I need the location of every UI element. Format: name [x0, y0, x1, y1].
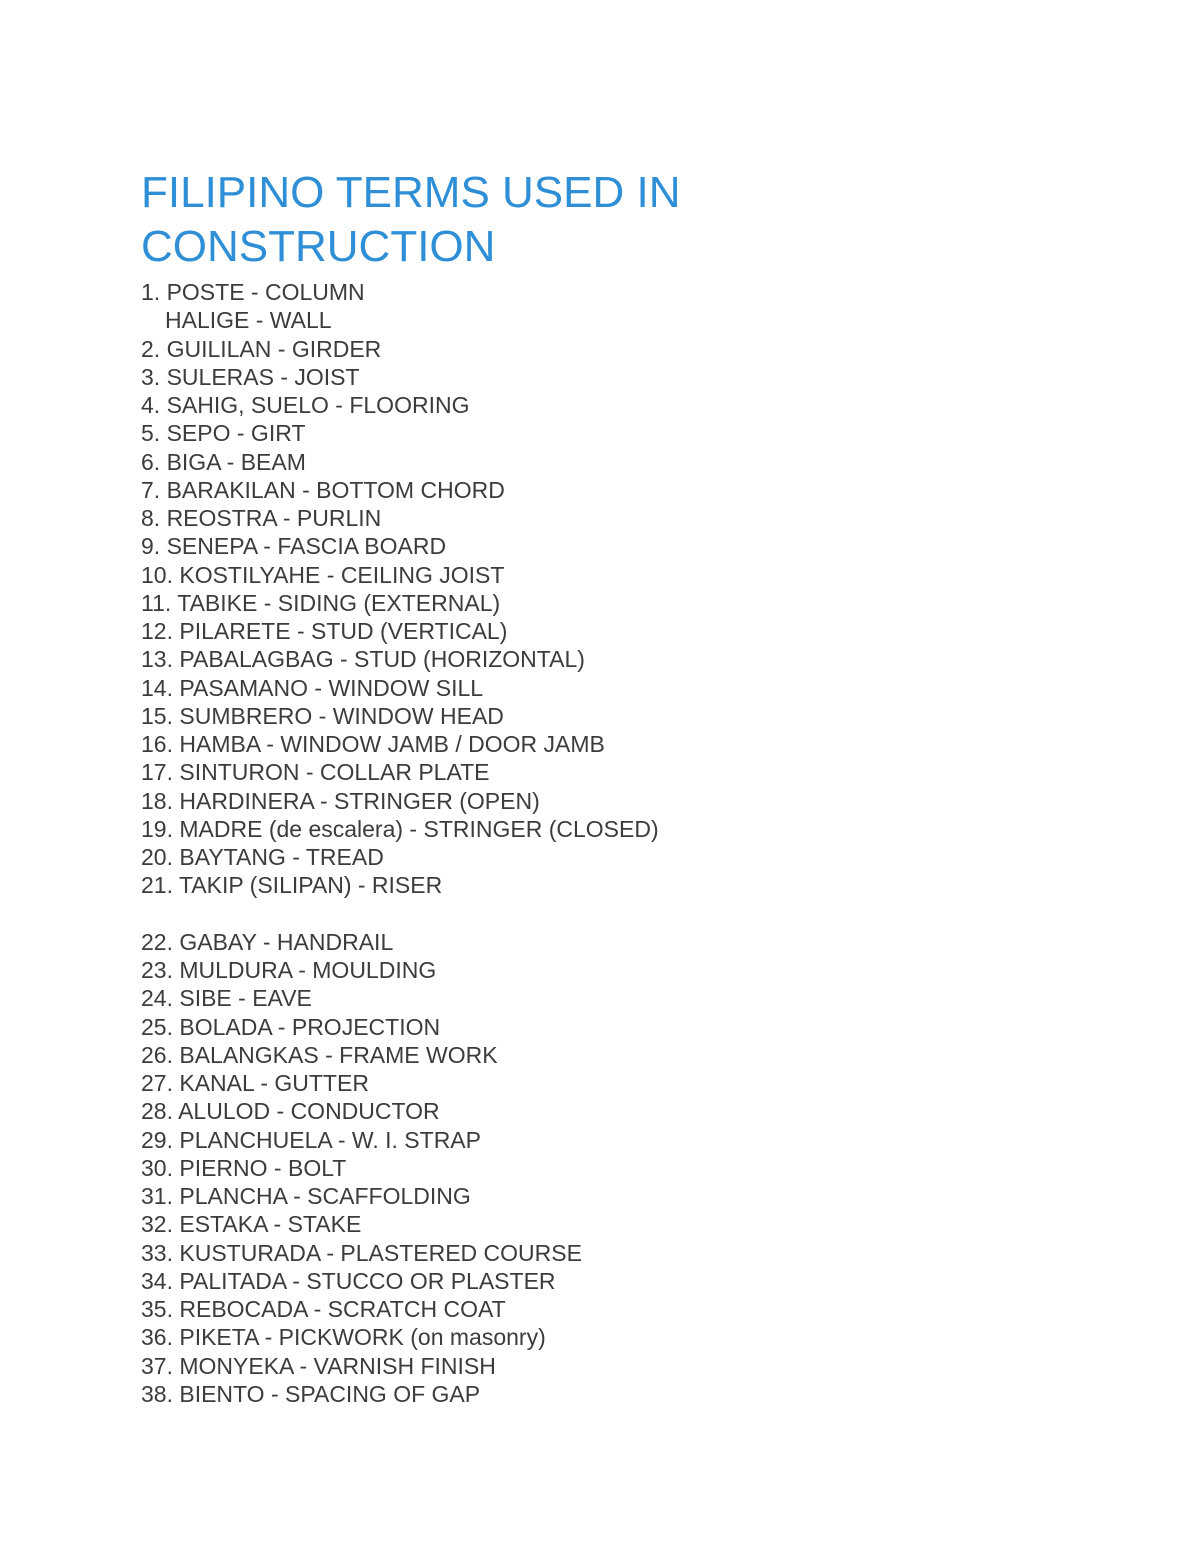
list-item: 36. PIKETA - PICKWORK (on masonry)	[141, 1324, 546, 1351]
list-item: 14. PASAMANO - WINDOW SILL	[141, 674, 484, 701]
list-item: 25. BOLADA - PROJECTION	[141, 1013, 441, 1040]
list-item: 33. KUSTURADA - PLASTERED COURSE	[141, 1239, 582, 1266]
list-item: 17. SINTURON - COLLAR PLATE	[141, 759, 490, 786]
list-item: 3. SULERAS - JOIST	[141, 363, 360, 390]
list-item: 4. SAHIG, SUELO - FLOORING	[141, 392, 470, 418]
list-item: 18. HARDINERA - STRINGER (OPEN)	[141, 787, 540, 814]
list-item: 23. MULDURA - MOULDING	[141, 957, 437, 983]
title-line-2: CONSTRUCTION	[141, 222, 496, 271]
list-item: 30. PIERNO - BOLT	[141, 1154, 347, 1181]
list-item: 7. BARAKILAN - BOTTOM CHORD	[141, 476, 505, 503]
list-item: 24. SIBE - EAVE	[141, 985, 312, 1012]
terms-list	[141, 278, 1041, 1408]
list-item: 32. ESTAKA - STAKE	[141, 1211, 362, 1238]
paragraph-gap	[141, 900, 1041, 928]
list-item: 31. PLANCHA - SCAFFOLDING	[141, 1183, 471, 1209]
list-item: 5. SEPO - GIRT	[141, 420, 306, 447]
list-item: 34. PALITADA - STUCCO OR PLASTER	[141, 1267, 556, 1294]
list-item: 19. MADRE (de escalera) - STRINGER (CLOSED)	[141, 815, 659, 842]
list-item: 1. POSTE - COLUMN	[141, 279, 365, 305]
list-item: 27. KANAL - GUTTER	[141, 1070, 369, 1096]
list-item: HALIGE - WALL	[165, 307, 332, 334]
list-item: 12. PILARETE - STUD (VERTICAL)	[141, 618, 508, 644]
page-title	[141, 166, 1041, 274]
list-item: 10. KOSTILYAHE - CEILING JOIST	[141, 561, 505, 588]
list-item: 37. MONYEKA - VARNISH FINISH	[141, 1352, 496, 1379]
list-item: 35. REBOCADA - SCRATCH COAT	[141, 1296, 506, 1322]
list-item: 8. REOSTRA - PURLIN	[141, 505, 382, 531]
title-line-1: FILIPINO TERMS USED IN	[141, 168, 681, 217]
list-item: 21. TAKIP (SILIPAN) - RISER	[141, 872, 443, 899]
list-item: 2. GUILILAN - GIRDER	[141, 335, 382, 362]
list-item: 22. GABAY - HANDRAIL	[141, 928, 394, 955]
list-item: 13. PABALAGBAG - STUD (HORIZONTAL)	[141, 646, 585, 673]
list-item: 9. SENEPA - FASCIA BOARD	[141, 533, 447, 560]
list-item: 29. PLANCHUELA - W. I. STRAP	[141, 1126, 481, 1153]
list-item: 11. TABIKE - SIDING (EXTERNAL)	[141, 589, 501, 616]
document-content	[141, 166, 1041, 1408]
list-item: 28. ALULOD - CONDUCTOR	[141, 1098, 440, 1125]
list-item: 6. BIGA - BEAM	[141, 448, 306, 475]
list-item: 38. BIENTO - SPACING OF GAP	[141, 1380, 481, 1407]
list-item: 15. SUMBRERO - WINDOW HEAD	[141, 702, 504, 729]
list-item: 16. HAMBA - WINDOW JAMB / DOOR JAMB	[141, 731, 605, 757]
list-item: 20. BAYTANG - TREAD	[141, 844, 384, 870]
list-item: 26. BALANGKAS - FRAME WORK	[141, 1041, 498, 1068]
